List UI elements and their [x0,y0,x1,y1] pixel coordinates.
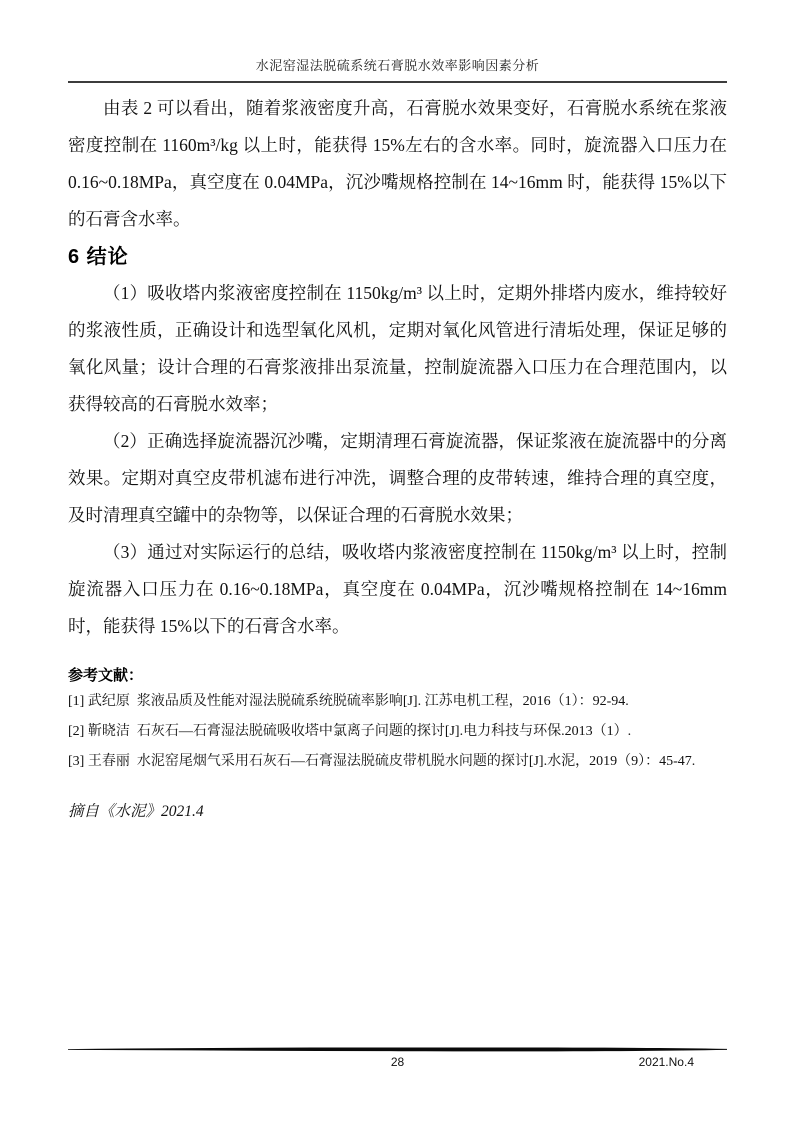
page-footer [68,1046,727,1073]
conclusion-paragraph-3: （3）通过对实际运行的总结，吸收塔内浆液密度控制在 1150kg/m³ 以上时，控制旋流器入口压力在 0.16~0.18MPa，真空度在 0.04MPa，沉沙嘴规格控制在 14~16mm 时，能获得 15%以下的石膏含水率。 [68,542,727,636]
reference-item-1: [1] 武纪原 浆液品质及性能对湿法脱硫系统脱硫率影响[J]. 江苏电机工程，2016（1）：92-94. [68,694,629,709]
issue-label: 2021.No.4 [638,1055,694,1069]
section-heading-conclusion: 6 结论 [68,246,129,268]
source-note: 摘自《水泥》2021.4 [68,803,204,820]
intro-paragraph: 由表 2 可以看出，随着浆液密度升高，石膏脱水效果变好，石膏脱水系统在浆液密度控制在 1160m³/kg 以上时，能获得 15%左右的含水率。同时，旋流器入口压力在 0.16~0.18MPa，真空度在 0.04MPa，沉沙嘴规格控制在 14~16mm 时，能获得 15%以下的石膏含水率。 [68,98,727,229]
running-header-title: 水泥窑湿法脱硫系统石膏脱水效率影响因素分析 [255,58,540,73]
footer-rule [68,1046,727,1053]
footer-row [68,1055,727,1073]
conclusion-paragraph-1: （1）吸收塔内浆液密度控制在 1150kg/m³ 以上时，定期外排塔内废水，维持较好的浆液性质，正确设计和选型氧化风机，定期对氧化风管进行清垢处理，保证足够的氧化风量；设计合理的石膏浆液排出泵流量，控制旋流器入口压力在合理范围内，以获得较高的石膏脱水效率； [68,283,727,414]
running-header [68,0,727,83]
references-heading: 参考文献： [68,667,144,684]
page-content [68,83,727,821]
reference-item-2: [2] 靳晓洁 石灰石—石膏湿法脱硫吸收塔中氯离子问题的探讨[J].电力科技与环保.2013（1）. [68,724,632,739]
reference-item-3: [3] 王春丽 水泥窑尾烟气采用石灰石—石膏湿法脱硫皮带机脱水问题的探讨[J].水泥，2019（9）：45-47. [68,754,696,769]
conclusion-paragraph-2: （2）正确选择旋流器沉沙嘴，定期清理石膏旋流器，保证浆液在旋流器中的分离效果。定期对真空皮带机滤布进行冲洗，调整合理的皮带转速，维持合理的真空度，及时清理真空罐中的杂物等，以保证合理的石膏脱水效果； [68,431,727,525]
page-number: 28 [390,1055,405,1069]
